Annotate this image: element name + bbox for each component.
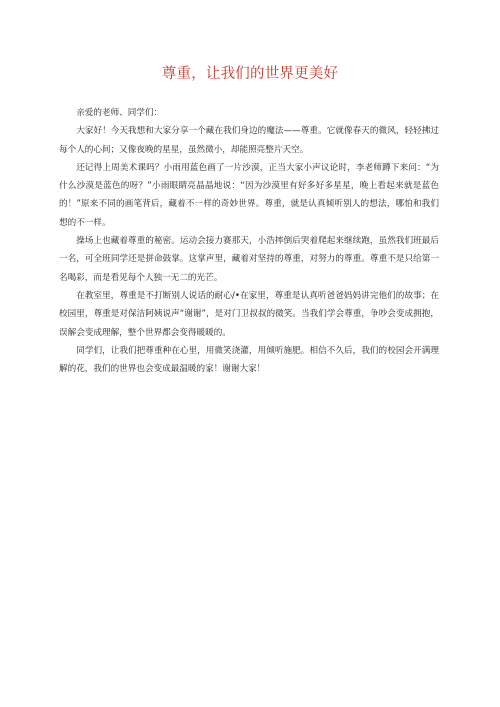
paragraph-2: 还记得上周美术课吗？小雨用蓝色画了一片沙漠，正当大家小声议论时，李老师蹲下来问：“为什么沙漠是蓝色的呀？”小雨眼睛亮晶晶地说：“因为沙漠里有好多好多星星，晚上看起来就是蓝色的！”原来不同的画笔背后，藏着不一样的奇妙世界。尊重，就是认真倾听别人的想法，哪怕和我们想的不一样。 [59,162,439,228]
paragraph-4: 在教室里，尊重是不打断别人说话的耐心/•在家里，尊重是认真听爸爸妈妈讲完他们的故事；在校园里，尊重是对保洁阿姨说声“谢谢”，是对门卫叔叔的微笑。当我们学会尊重，争吵会变成拥抱，误解会变成理解，整个世界都会变得暖暖的。 [59,290,439,338]
paragraph-5: 同学们，让我们把尊重种在心里，用微笑浇灌，用倾听施肥。相信不久后，我们的校园会开满理解的花，我们的世界也会变成最温暖的家！谢谢大家！ [59,345,439,375]
speech-body [59,104,439,378]
salutation: 亲爱的老师、同学们： [76,108,163,118]
page-title: 尊重，让我们的世界更美好 [161,66,339,82]
paragraph-1: 大家好！今天我想和大家分享一个藏在我们身边的魔法——尊重。它就像春天的微风，轻轻拂过每个人的心间；又像夜晚的星星，虽然微小，却能照亮整片天空。 [59,126,439,155]
paragraph-3: 操场上也藏着尊重的秘密。运动会接力赛那天，小浩摔倒后哭着爬起来继续跑，虽然我们班最后一名，可全班同学还是拼命鼓掌。这掌声里，藏着对坚持的尊重，对努力的尊重。尊重不是只给第一名喝彩，而是看见每个人独一无二的光芒。 [59,236,439,283]
